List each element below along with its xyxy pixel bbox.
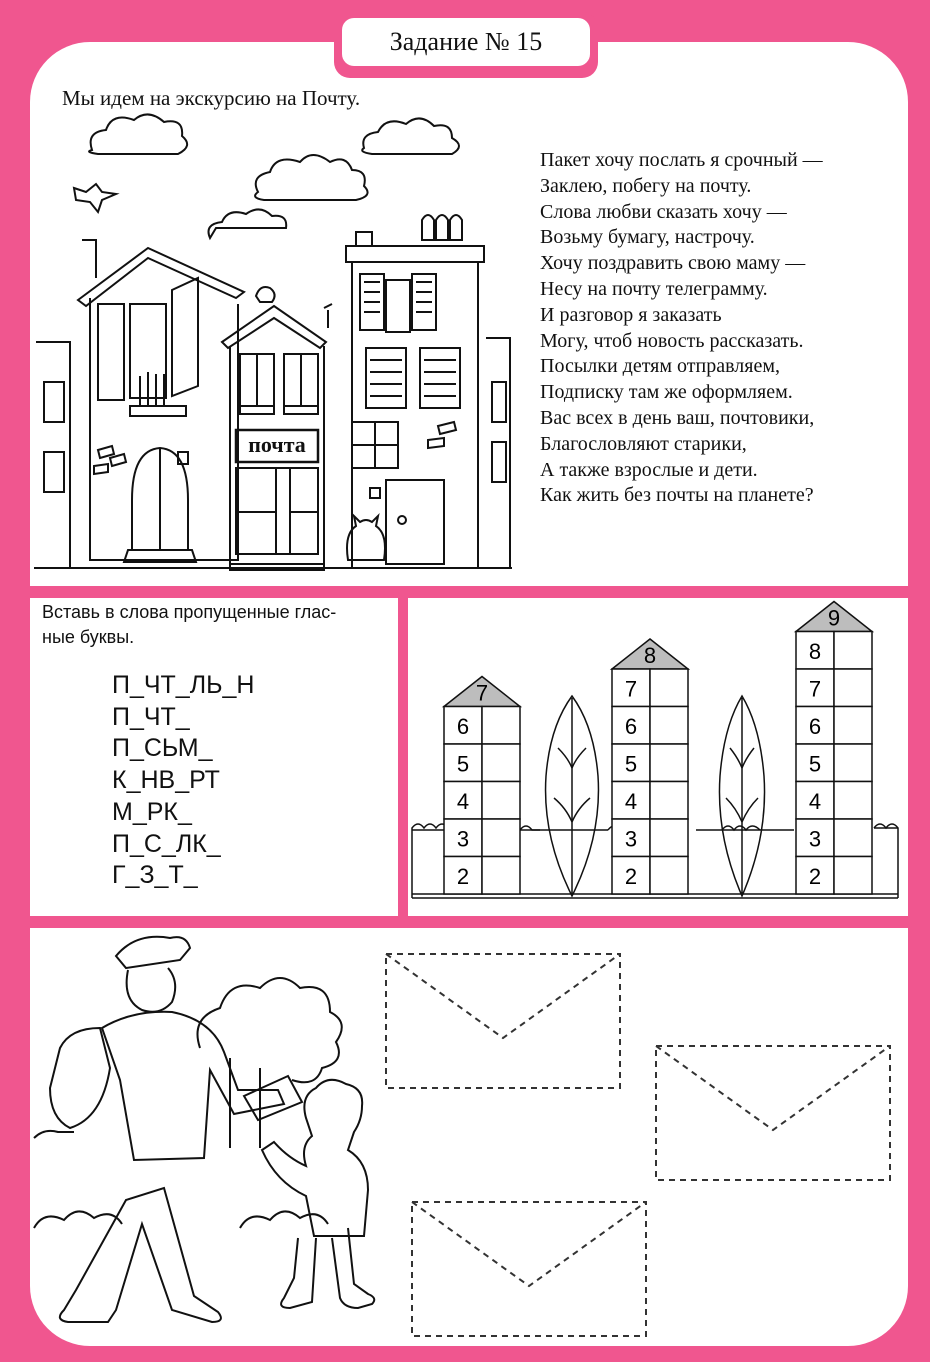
- poem-line: Посылки детям отправляем,: [540, 355, 780, 378]
- word-item: П_ЧТ_: [112, 702, 190, 731]
- tower-floor-number: 8: [808, 639, 822, 664]
- tower: [796, 602, 872, 895]
- tower-roof-number: 8: [643, 643, 657, 668]
- tower-floor-number: 7: [808, 676, 822, 702]
- poem-line: Слова любви сказать хочу —: [540, 200, 787, 223]
- postman: [116, 937, 190, 968]
- envelope-2: [656, 1046, 890, 1180]
- word-item: П_СЬМ_: [112, 734, 213, 763]
- towers-illustration: [408, 598, 908, 916]
- tower-floor-number: 3: [808, 826, 822, 852]
- cloud-4: [209, 209, 287, 238]
- word-item: М_РК_: [112, 797, 192, 826]
- tree: [546, 696, 599, 896]
- bird-icon: [74, 184, 116, 212]
- tower-floor-number: 6: [456, 714, 470, 739]
- cloud-1: [89, 114, 187, 154]
- tower-answer-cell[interactable]: [834, 819, 872, 857]
- exercise-instruction-line: Вставь в слова пропущенные глас-: [42, 602, 337, 622]
- tower-answer-cell[interactable]: [650, 782, 688, 820]
- envelope-1: [386, 954, 620, 1088]
- poem-line: Несу на почту телеграмму.: [540, 277, 768, 300]
- tower-floor-number: 4: [456, 789, 470, 814]
- intro-text: Мы идем на экскурсию на Почту.: [62, 86, 361, 110]
- tower-floor-number: 6: [624, 714, 638, 739]
- tower-floor-number: 2: [624, 864, 638, 889]
- poem: [540, 148, 823, 509]
- tower-roof-number: 7: [475, 680, 489, 706]
- tower-answer-cell[interactable]: [482, 782, 520, 820]
- tower-answer-cell[interactable]: [834, 707, 872, 745]
- tree: [719, 696, 764, 896]
- tower-answer-cell[interactable]: [482, 857, 520, 895]
- poem-line: Могу, чтоб новость рассказать.: [540, 329, 804, 352]
- word-item: П_ЧТ_ЛЬ_Н: [112, 671, 255, 699]
- word-item: К_НВ_РТ: [112, 766, 220, 795]
- poem-line: И разговор я заказать: [540, 303, 722, 326]
- cloud-2: [255, 155, 367, 200]
- tower-answer-cell[interactable]: [834, 744, 872, 782]
- exercise-instruction-line: ные буквы.: [42, 627, 135, 647]
- tower-floor-number: 6: [808, 714, 822, 739]
- story-panel: [30, 42, 908, 586]
- tower-floor-number: 2: [808, 864, 822, 889]
- tower-answer-cell[interactable]: [650, 744, 688, 782]
- poem-line: Хочу поздравить свою маму —: [540, 252, 806, 275]
- poem-line: Подписку там же оформляем.: [540, 381, 793, 404]
- exercise-panel: [30, 598, 398, 916]
- tower-floor-number: 4: [808, 789, 822, 814]
- page-title: Задание № 15: [342, 18, 590, 66]
- tower-answer-cell[interactable]: [650, 857, 688, 895]
- tower-answer-cell[interactable]: [650, 819, 688, 857]
- tower-floor-number: 3: [624, 826, 638, 852]
- post-sign: почта: [248, 432, 306, 457]
- tower-answer-cell[interactable]: [834, 669, 872, 707]
- postman-panel: [30, 928, 908, 1346]
- poem-line: Как жить без почты на планете?: [540, 484, 814, 507]
- postman-illustration: [30, 928, 908, 1346]
- word-item: П_С_ЛК_: [112, 829, 221, 858]
- word-list: [112, 670, 254, 892]
- tower: [612, 639, 688, 894]
- tower-floor-number: 4: [624, 789, 638, 814]
- tower-answer-cell[interactable]: [834, 782, 872, 820]
- word-item: Г_З_Т_: [112, 861, 198, 890]
- tower-floor-number: 7: [624, 676, 638, 702]
- towers-panel: [408, 598, 908, 916]
- tower: [444, 677, 520, 895]
- tower-roof-number: 9: [827, 605, 841, 631]
- tower-answer-cell[interactable]: [482, 744, 520, 782]
- tower-answer-cell[interactable]: [650, 707, 688, 745]
- title-tab: [334, 12, 598, 78]
- poem-line: А также взрослые и дети.: [540, 458, 758, 481]
- tower-floor-number: 2: [456, 864, 470, 889]
- tower-answer-cell[interactable]: [650, 669, 688, 707]
- poem-line: Заклею, побегу на почту.: [540, 174, 752, 197]
- exercise-instruction: [42, 600, 388, 650]
- tower-floor-number: 5: [808, 751, 822, 777]
- tower-floor-number: 3: [456, 826, 470, 852]
- poem-line: Пакет хочу послать я срочный —: [540, 149, 823, 171]
- poem-line: Благословляют старики,: [540, 432, 747, 455]
- poem-line: Возьму бумагу, настрочу.: [540, 226, 755, 249]
- tower-answer-cell[interactable]: [834, 632, 872, 670]
- tower-answer-cell[interactable]: [482, 707, 520, 745]
- poem-line: Вас всех в день ваш, почтовики,: [540, 406, 815, 429]
- tower-floor-number: 5: [624, 751, 638, 777]
- tower-floor-number: 5: [456, 751, 470, 777]
- tower-answer-cell[interactable]: [482, 819, 520, 857]
- cloud-3: [362, 118, 459, 154]
- envelope-3: [412, 1202, 646, 1336]
- tower-answer-cell[interactable]: [834, 857, 872, 895]
